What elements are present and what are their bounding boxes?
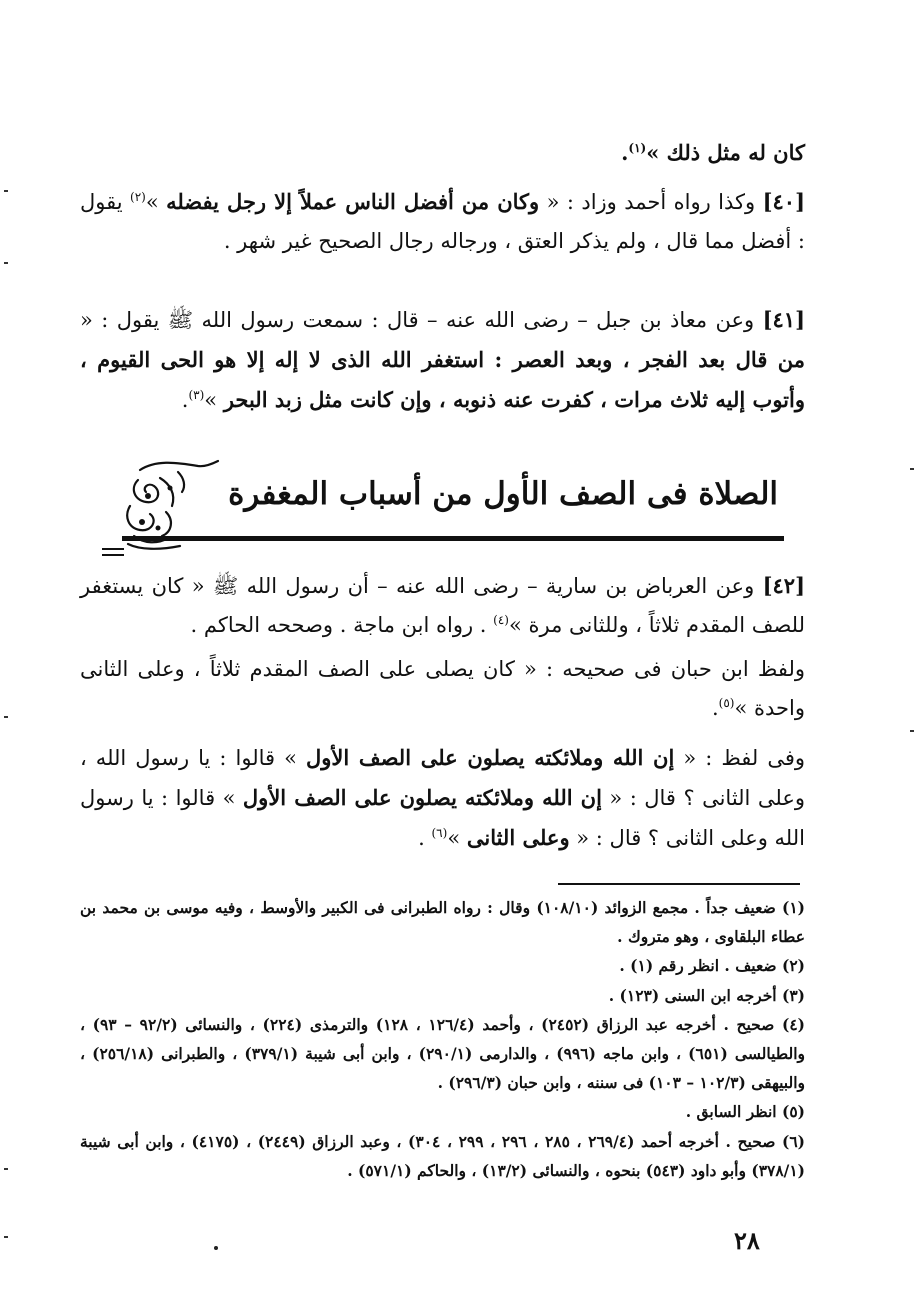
scan-mark	[4, 1236, 8, 1238]
section-heading-block	[100, 458, 800, 558]
heading-mark	[102, 554, 124, 556]
scan-mark	[4, 262, 8, 264]
hadith-text: . رواه ابن ماجة . وصححه الحاكم .	[190, 613, 494, 637]
hadith-tail: .	[181, 388, 189, 412]
page-number: ٢٨	[734, 1226, 760, 1255]
hadith-41	[80, 300, 805, 420]
hadith-quote: وكان من أفضل الناس عملاً إلا رجل يفضله	[166, 189, 540, 214]
scan-mark	[4, 1168, 8, 1170]
hadith-text: وكذا رواه أحمد وزاد : «	[539, 190, 763, 214]
scan-mark	[4, 716, 8, 718]
scan-mark	[910, 730, 914, 732]
paragraph-text: ولفظ ابن حبان فى صحيحه : « كان يصلى على الصف المقدم ثلاثاً ، وعلى الثانى واحدة »	[80, 657, 805, 720]
hadith-number: [٤١]	[762, 307, 805, 332]
hadith-quote: إن الله وملائكته يصلون على الصف الأول	[242, 785, 602, 810]
scan-mark	[4, 190, 8, 192]
footnote-3: (٣) أخرجه ابن السنى (١٢٣) .	[608, 985, 805, 1005]
footnote-ref-5: (٥)	[718, 696, 735, 710]
footnote-separator	[558, 883, 800, 885]
paragraph-text: » قالوا : يا رسول الله ، وعلى الثانى ؟ قال : «	[80, 746, 805, 810]
footnote-ref-1: (١)	[628, 141, 647, 155]
intro-line	[80, 133, 805, 172]
intro-text: كان له مثل ذلك »	[646, 140, 805, 165]
footnote-5: (٥) انظر السابق .	[685, 1102, 805, 1122]
hadith-text: وعن معاذ بن جبل – رضى الله عنه – قال : سمعت رسول الله ﷺ يقول : «	[80, 308, 763, 332]
paragraph-text: وفى لفظ : «	[674, 746, 806, 770]
hadith-text: »	[204, 388, 224, 412]
section-title: الصلاة فى الصف الأول من أسباب المغفرة	[228, 476, 778, 512]
footnote-ref-3: (٣)	[188, 388, 205, 402]
hadith-40	[80, 182, 805, 261]
ibn-hibban-paragraph	[80, 650, 805, 728]
intro-tail: .	[621, 140, 629, 165]
footnotes	[80, 893, 805, 1185]
paragraph-text: »	[447, 826, 467, 850]
hadith-number: [٤٢]	[762, 573, 805, 598]
hadith-text: »	[145, 190, 167, 214]
paragraph-text: » قالوا : يا رسول الله وعلى الثانى ؟ قال : «	[80, 786, 805, 850]
hadith-quote: إن الله وملائكته يصلون على الصف الأول	[305, 745, 675, 770]
paragraph-tail: .	[418, 826, 432, 850]
hadith-text: وعن العرباض بن سارية – رضى الله عنه – أن رسول الله ﷺ « كان يستغفر للصف المقدم ثلاثاً ، وللثانى مرة »	[80, 574, 805, 637]
lafz-paragraph	[80, 738, 805, 858]
footnote-ref-4: (٤)	[493, 613, 509, 627]
scan-dot	[214, 1246, 218, 1250]
hadith-quote: من قال بعد الفجر ، وبعد العصر : استغفر الله الذى لا إله إلا هو الحى القيوم ، وأتوب إليه ثلاث مرات ، كفرت عنه ذنوبه ، وإن كانت مثل زبد البحر	[80, 347, 805, 412]
hadith-number: [٤٠]	[762, 189, 806, 214]
footnote-2: (٢) ضعيف . انظر رقم (١) .	[619, 956, 805, 976]
heading-underline	[122, 536, 784, 541]
hadith-text: يقول : أفضل مما قال ، ولم يذكر العتق ، ورجاله رجال الصحيح غير شهر .	[80, 190, 805, 253]
scan-mark	[910, 468, 914, 470]
footnote-4: (٤) صحيح . أخرجه عبد الرزاق (٢٤٥٢) ، وأحمد (١٢٦/٤ ، ١٢٨) والترمذى (٢٢٤) ، والنسائى (٩٢/٢ – ٩٣) ، والطيالسى (٦٥١) ، وابن ماجه (٩٩٦) ، والدارمى (٢٩٠/١) ، وابن أبى شيبة (٣٧٩/١) ، والطبرانى (٢٥٦/١٨) ، والبيهقى (١٠٢/٣ – ١٠٣) فى سننه ، وابن حبان (٢٩٦/٣) .	[80, 1014, 806, 1093]
footnote-1: (١) ضعيف جداً . مجمع الزوائد (١٠٨/١٠) وقال : رواه الطبرانى فى الكبير والأوسط ، وفيه موسى بن محمد بن عطاء البلقاوى ، وهو متروك .	[80, 898, 805, 947]
hadith-42	[80, 566, 805, 645]
hadith-quote: وعلى الثانى	[466, 825, 570, 850]
footnote-ref-6: (٦)	[431, 826, 448, 840]
footnote-6: (٦) صحيح . أخرجه أحمد (٢٦٩/٤ ، ٢٨٥ ، ٢٩٦ ، ٢٩٩ ، ٣٠٤) ، وعبد الرزاق (٢٤٤٩) ، (٤١٧٥) ، وابن أبى شيبة (٣٧٨/١) وأبو داود (٥٤٣) بنحوه ، والنسائى (١٣/٢) ، والحاكم (٥٧١/١) .	[80, 1131, 805, 1180]
paragraph-tail: .	[711, 696, 719, 720]
footnote-ref-2: (٢)	[130, 190, 146, 204]
heading-mark	[102, 548, 124, 550]
